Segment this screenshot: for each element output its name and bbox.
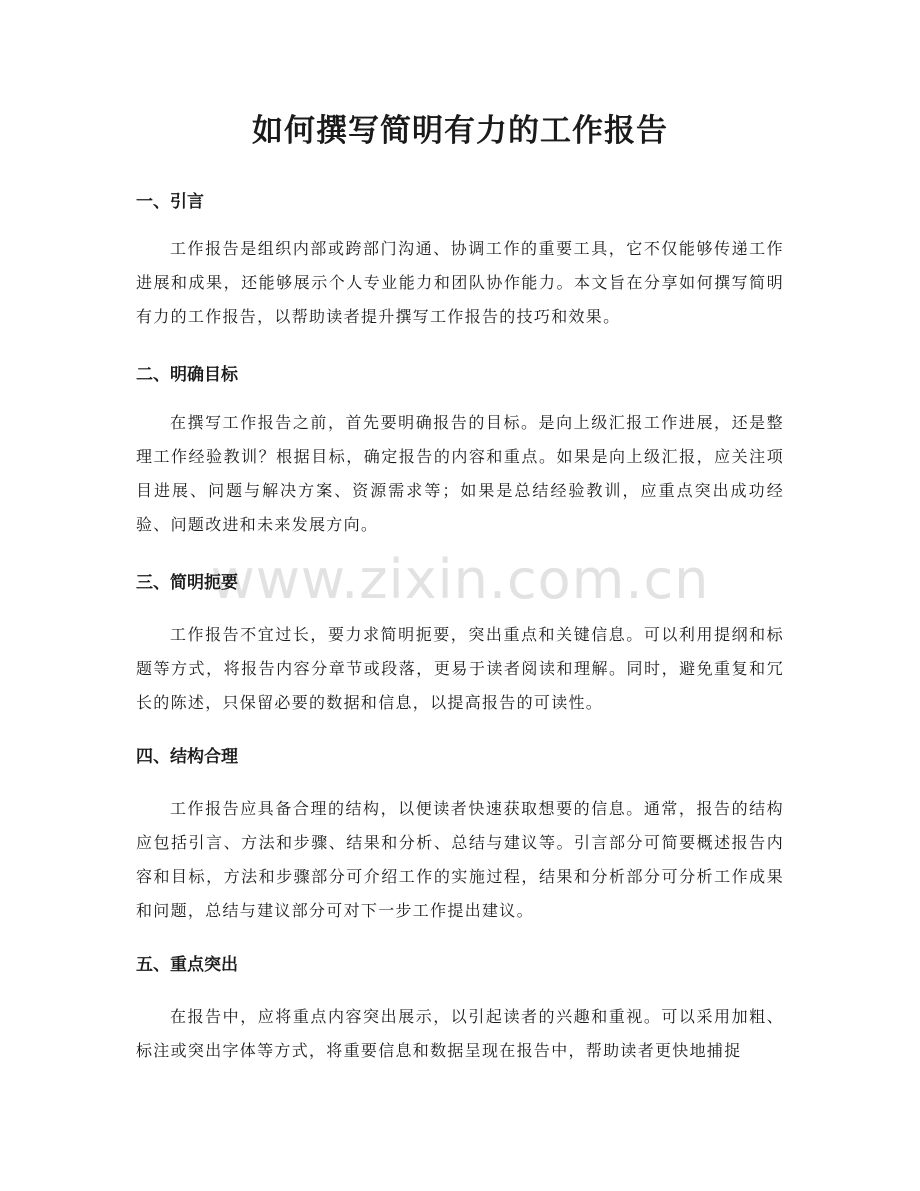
- section-heading-structure: 四、结构合理: [136, 747, 238, 767]
- section-body-clear-goals: 在撰写工作报告之前，首先要明确报告的目标。是向上级汇报工作进展，还是整理工作经验教训？根据目标，确定报告的内容和重点。如果是向上级汇报，应关注项目进展、问题与解决方案、资源需求等；如果是总结经验教训，应重点突出成功经验、问题改进和未来发展方向。: [136, 413, 784, 534]
- section-body-structure: 工作报告应具备合理的结构，以便读者快速获取想要的信息。通常，报告的结构应包括引言、方法和步骤、结果和分析、总结与建议等。引言部分可简要概述报告内容和目标，方法和步骤部分可介绍工作的实施过程，结果和分析部分可分析工作成果和问题，总结与建议部分可对下一步工作提出建议。: [136, 799, 784, 920]
- section-heading-clear-goals: 二、明确目标: [136, 365, 238, 385]
- page-title: 如何撰写简明有力的工作报告: [252, 113, 668, 149]
- section-body-highlights: 在报告中，应将重点内容突出展示，以引起读者的兴趣和重视。可以采用加粗、标注或突出字体等方式，将重要信息和数据呈现在报告中，帮助读者更快地捕捉: [136, 1007, 784, 1060]
- section-heading-highlights: 五、重点突出: [136, 955, 238, 975]
- section-body-introduction: 工作报告是组织内部或跨部门沟通、协调工作的重要工具，它不仅能够传递工作进展和成果，还能够展示个人专业能力和团队协作能力。本文旨在分享如何撰写简明有力的工作报告，以帮助读者提升撰写工作报告的技巧和效果。: [136, 239, 784, 326]
- section-heading-introduction: 一、引言: [136, 192, 204, 212]
- section-body-concise: 工作报告不宜过长，要力求简明扼要，突出重点和关键信息。可以利用提纲和标题等方式，将报告内容分章节或段落，更易于读者阅读和理解。同时，避免重复和冗长的陈述，只保留必要的数据和信息，以提高报告的可读性。: [136, 625, 784, 712]
- watermark: www.zixin.com.cn: [210, 548, 710, 611]
- section-heading-concise: 三、简明扼要: [136, 573, 238, 593]
